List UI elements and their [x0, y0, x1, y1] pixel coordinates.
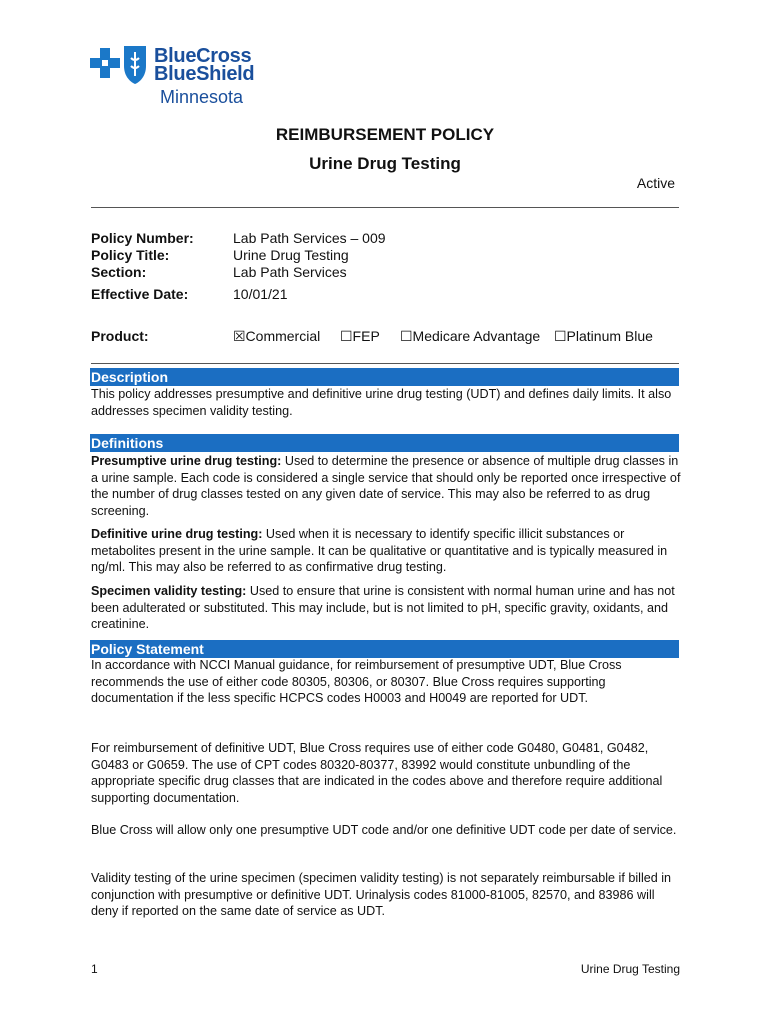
product-commercial-checkbox: ☒Commercial — [233, 328, 321, 344]
product-platinum-blue-checkbox: ☐Platinum Blue — [554, 328, 653, 344]
section-heading-policy-statement: Policy Statement — [90, 640, 679, 658]
section-value: Lab Path Services — [233, 264, 347, 280]
brand-line-3: Minnesota — [160, 87, 244, 107]
status-text: Active — [636, 175, 675, 191]
policy-paragraph: In accordance with NCCI Manual guidance, for reimbursement of presumptive UDT, Blue Cross recommends the use of either code 80305, 80306, or 80307. Blue Cross requires supporting documentation if the less specific HCPCS codes H0003 and H0049 are reported for UDT. — [91, 658, 622, 705]
product-label: Product: — [91, 328, 149, 344]
cross-shield-icon — [90, 44, 152, 86]
definition-text: Used to determine the presence or absence of multiple drug classes in a urine sample. Each code is considered a single service that should only be reported once irrespective of the number of drug classes tested on any given date of service. This may also be referred to as drug screening. — [91, 454, 681, 518]
definition-term: Specimen validity testing: — [91, 584, 247, 598]
policy-title-value: Urine Drug Testing — [233, 247, 349, 263]
section-label: Section: — [91, 264, 147, 280]
document-title: REIMBURSEMENT POLICY — [275, 125, 495, 144]
brand-line-1: BlueCross — [154, 45, 252, 67]
definition-term: Presumptive urine drug testing: — [91, 454, 282, 468]
policy-paragraph: For reimbursement of definitive UDT, Blue Cross requires use of either code G0480, G0481, G0482, G0483 or G0659. The use of CPT codes 80320-80377, 83992 would constitute unbundling of the appropriate specific drug classes that are indicated in the codes above and therefore require additional supporting documentation. — [91, 741, 663, 805]
definition-item — [91, 583, 681, 633]
product-medicare-advantage-checkbox: ☐Medicare Advantage — [400, 328, 541, 344]
policy-number-label: Policy Number: — [91, 230, 194, 246]
section-heading-description: Description — [90, 368, 679, 386]
document-subtitle: Urine Drug Testing — [309, 154, 461, 173]
definition-item — [91, 526, 681, 576]
page-number: 1 — [91, 962, 98, 976]
policy-number-value: Lab Path Services – 009 — [233, 230, 386, 246]
product-fep-checkbox: ☐FEP — [340, 328, 380, 344]
definition-item — [91, 453, 681, 519]
divider — [91, 363, 679, 364]
effective-date-label: Effective Date: — [91, 286, 189, 302]
footer-title: Urine Drug Testing — [580, 962, 680, 976]
definition-text: Used when it is necessary to identify specific illicit substances or metabolites present in the urine sample. It can be qualitative or quantitative and is typically measured in ng/ml. This may also be referred to as confirmative drug testing. — [91, 527, 668, 574]
section-heading-definitions: Definitions — [90, 434, 679, 452]
definition-term: Definitive urine drug testing: — [91, 527, 263, 541]
policy-title-label: Policy Title: — [91, 247, 170, 263]
effective-date-value: 10/01/21 — [233, 286, 288, 302]
divider — [91, 207, 679, 208]
policy-paragraph: Validity testing of the urine specimen (specimen validity testing) is not separately reimbursable if billed in conjunction with presumptive or definitive UDT. Urinalysis codes 81000-81005, 82570, and 83986 will deny if reported on the same date of service as UDT. — [91, 871, 672, 918]
description-text: This policy addresses presumptive and definitive urine drug testing (UDT) and defines daily limits. It also addresses specimen validity testing. — [91, 387, 672, 418]
brand-line-2: BlueShield — [154, 63, 255, 85]
company-logo — [90, 40, 290, 110]
policy-paragraph: Blue Cross will allow only one presumptive UDT code and/or one definitive UDT code per date of service. — [91, 823, 677, 837]
definition-text: Used to ensure that urine is consistent with normal human urine and has not been adulterated or substituted. This may include, but is not limited to pH, specific gravity, oxidants, and creatinine. — [91, 584, 675, 631]
